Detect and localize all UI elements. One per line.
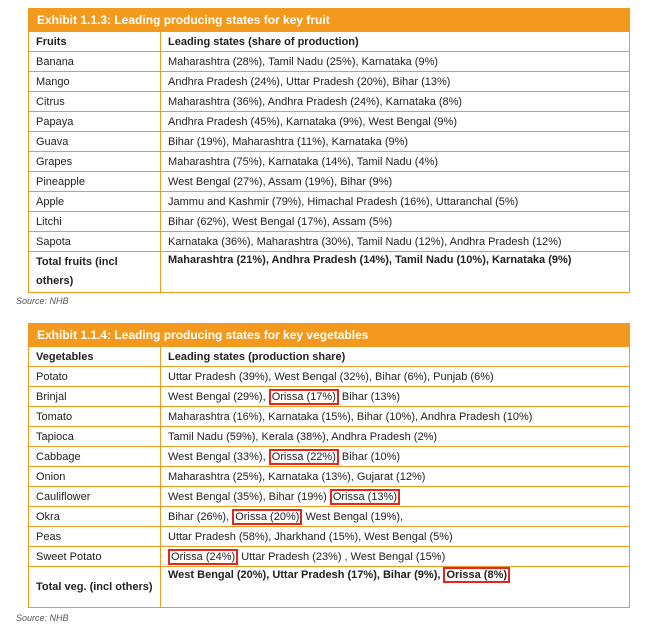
- table-row: [29, 152, 629, 172]
- table-header-row: [29, 347, 629, 367]
- highlighted-state: Orissa (24%): [168, 549, 238, 565]
- row-states: [161, 132, 630, 152]
- row-label: Cauliflower: [29, 487, 161, 507]
- state-text: Uttar Pradesh (58%), Jharkhand (15%), West Bengal (5%): [168, 530, 453, 543]
- total-row: [29, 567, 629, 608]
- state-text: Bihar (62%), West Bengal (17%), Assam (5%): [168, 215, 393, 228]
- row-states: [161, 72, 630, 92]
- table-header-row: [29, 32, 629, 52]
- row-label: Total fruits (incl others): [29, 252, 161, 293]
- row-states: [161, 567, 630, 608]
- vegetable-exhibit: [28, 323, 630, 608]
- row-states: [161, 92, 630, 112]
- highlighted-state: Orissa (22%): [269, 449, 339, 465]
- row-label: Okra: [29, 507, 161, 527]
- column-header-item: Fruits: [29, 32, 161, 52]
- state-text: Tamil Nadu (59%), Kerala (38%), Andhra Pradesh (2%): [168, 430, 438, 443]
- fruit-table: [29, 31, 629, 292]
- table-row: [29, 172, 629, 192]
- table-row: [29, 427, 629, 447]
- row-states: [161, 192, 630, 212]
- table-row: [29, 387, 629, 407]
- row-states: [161, 232, 630, 252]
- row-states: [161, 52, 630, 72]
- row-label: Papaya: [29, 112, 161, 132]
- row-label: Citrus: [29, 92, 161, 112]
- table-row: [29, 467, 629, 487]
- state-text: Bihar (13%): [338, 390, 401, 403]
- state-text: West Bengal (29%),: [168, 390, 269, 403]
- table-row: [29, 72, 629, 92]
- row-label: Apple: [29, 192, 161, 212]
- row-states: [161, 527, 630, 547]
- highlighted-state: Orissa (13%): [330, 489, 400, 505]
- state-text: Maharashtra (28%), Tamil Nadu (25%), Karnataka (9%): [168, 55, 439, 68]
- column-header-states: Leading states (production share): [161, 347, 630, 367]
- state-text: Maharashtra (21%), Andhra Pradesh (14%), Tamil Nadu (10%), Karnataka (9%): [168, 254, 572, 266]
- state-text: Andhra Pradesh (45%), Karnataka (9%), West Bengal (9%): [168, 115, 457, 128]
- row-label: Banana: [29, 52, 161, 72]
- row-label: Grapes: [29, 152, 161, 172]
- highlighted-state: Orissa (17%): [269, 389, 339, 405]
- row-states: [161, 367, 630, 387]
- state-text: Maharashtra (36%), Andhra Pradesh (24%), Karnataka (8%): [168, 95, 463, 108]
- table-row: [29, 212, 629, 232]
- table-row: [29, 407, 629, 427]
- row-label: Potato: [29, 367, 161, 387]
- state-text: Uttar Pradesh (39%), West Bengal (32%), Bihar (6%), Punjab (6%): [168, 370, 494, 383]
- state-text: Maharashtra (25%), Karnataka (13%), Gujarat (12%): [168, 470, 426, 483]
- table-row: [29, 547, 629, 567]
- table-row: [29, 527, 629, 547]
- row-states: [161, 507, 630, 527]
- row-states: [161, 447, 630, 467]
- fruit-exhibit: [28, 8, 630, 293]
- highlighted-state: Orissa (20%): [232, 509, 302, 525]
- row-states: [161, 387, 630, 407]
- row-label: Mango: [29, 72, 161, 92]
- row-label: Total veg. (incl others): [29, 567, 161, 608]
- row-label: Brinjal: [29, 387, 161, 407]
- row-states: [161, 252, 630, 293]
- state-text: Maharashtra (16%), Karnataka (15%), Bihar (10%), Andhra Pradesh (10%): [168, 410, 533, 423]
- vegetable-table: [29, 346, 629, 607]
- state-text: Bihar (10%): [338, 450, 401, 463]
- state-text: West Bengal (27%), Assam (19%), Bihar (9%): [168, 175, 393, 188]
- state-text: Uttar Pradesh (23%) , West Bengal (15%): [238, 550, 446, 563]
- row-states: [161, 487, 630, 507]
- state-text: Andhra Pradesh (24%), Uttar Pradesh (20%), Bihar (13%): [168, 75, 451, 88]
- state-text: Jammu and Kashmir (79%), Himachal Pradesh (16%), Uttaranchal (5%): [168, 195, 519, 208]
- table-row: [29, 487, 629, 507]
- row-label: Litchi: [29, 212, 161, 232]
- state-text: West Bengal (33%),: [168, 450, 269, 463]
- vegetable-exhibit-title: Exhibit 1.1.4: Leading producing states for key vegetables: [29, 324, 629, 346]
- column-header-states: Leading states (share of production): [161, 32, 630, 52]
- row-label: Sapota: [29, 232, 161, 252]
- row-states: [161, 112, 630, 132]
- row-states: [161, 467, 630, 487]
- table-row: [29, 447, 629, 467]
- fruit-exhibit-title: Exhibit 1.1.3: Leading producing states for key fruit: [29, 9, 629, 31]
- row-states: [161, 547, 630, 567]
- table-row: [29, 507, 629, 527]
- state-text: West Bengal (20%), Uttar Pradesh (17%), Bihar (9%),: [168, 569, 444, 581]
- table-row: [29, 112, 629, 132]
- row-states: [161, 407, 630, 427]
- table-row: [29, 192, 629, 212]
- table-row: [29, 92, 629, 112]
- row-states: [161, 152, 630, 172]
- state-text: Bihar (26%),: [168, 510, 233, 523]
- row-states: [161, 212, 630, 232]
- state-text: Maharashtra (75%), Karnataka (14%), Tamil Nadu (4%): [168, 155, 439, 168]
- state-text: West Bengal (35%), Bihar (19%): [168, 490, 330, 503]
- table-row: [29, 232, 629, 252]
- row-states: [161, 172, 630, 192]
- state-text: Bihar (19%), Maharashtra (11%), Karnataka (9%): [168, 135, 409, 148]
- state-text: Karnataka (36%), Maharashtra (30%), Tamil Nadu (12%), Andhra Pradesh (12%): [168, 235, 562, 248]
- row-label: Sweet Potato: [29, 547, 161, 567]
- row-label: Cabbage: [29, 447, 161, 467]
- vegetable-source-note: Source: NHB: [16, 613, 69, 623]
- row-states: [161, 427, 630, 447]
- row-label: Peas: [29, 527, 161, 547]
- fruit-source-note: Source: NHB: [16, 296, 69, 306]
- table-row: [29, 132, 629, 152]
- table-row: [29, 52, 629, 72]
- highlighted-state: Orissa (8%): [443, 567, 510, 583]
- state-text: West Bengal (19%),: [302, 510, 404, 523]
- table-row: [29, 367, 629, 387]
- row-label: Tomato: [29, 407, 161, 427]
- row-label: Guava: [29, 132, 161, 152]
- row-label: Onion: [29, 467, 161, 487]
- row-label: Tapioca: [29, 427, 161, 447]
- column-header-item: Vegetables: [29, 347, 161, 367]
- total-row: [29, 252, 629, 293]
- row-label: Pineapple: [29, 172, 161, 192]
